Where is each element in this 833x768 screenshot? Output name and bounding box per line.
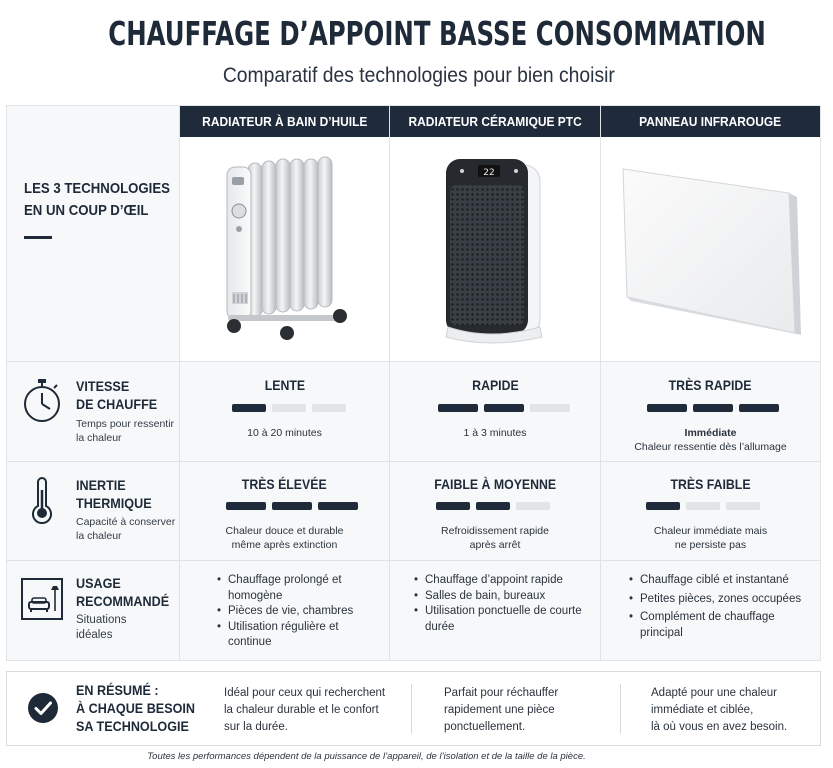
- row-label-usage: USAGE RECOMMANDÉ: [76, 575, 170, 609]
- rating-ceramic-speed: RAPIDE: [471, 377, 519, 393]
- level-bars-ceramic-inertia: [436, 502, 550, 510]
- summary-divider: [620, 684, 621, 734]
- summary-label: EN RÉSUMÉ : À CHAQUE BESOIN SA TECHNOLOGIE: [76, 682, 196, 734]
- heater-display-value: 22: [483, 168, 495, 178]
- list-item: • Chauffage prolongé et homogène: [217, 573, 377, 604]
- row-divider: [6, 560, 821, 561]
- level-bar-filled: [647, 404, 687, 412]
- usage-list-oil: [217, 573, 377, 651]
- level-bar-filled: [232, 404, 266, 412]
- summary-divider: [411, 684, 412, 734]
- footnote: Toutes les performances dépendent de la puissance de l’appareil, de l’isolation et de la taille de la pièce.: [147, 751, 586, 762]
- detail-ceramic-speed: 1 à 3 minutes: [463, 427, 527, 439]
- summary-ceramic: Parfait pour réchauffer rapidement une pièce ponctuellement.: [444, 687, 559, 733]
- list-item: • Pièces de vie, chambres: [217, 604, 377, 620]
- level-bar-filled: [438, 404, 478, 412]
- level-bars-oil-inertia: [226, 502, 358, 510]
- usage-list-infrared: [629, 573, 814, 641]
- list-item: • Utilisation régulière et continue: [217, 620, 377, 651]
- list-item: • Chauffage ciblé et instantané: [629, 573, 814, 589]
- level-bars-infrared-inertia: [646, 502, 760, 510]
- summary-oil: Idéal pour ceux qui recherchent la chaleur durable et le confort sur la durée.: [224, 687, 386, 733]
- row-sub-speed: Temps pour ressentir la chaleur: [76, 418, 175, 444]
- level-bar-filled: [739, 404, 779, 412]
- row-label-speed: VITESSE DE CHAUFFE: [76, 378, 158, 412]
- rating-ceramic-inertia: FAIBLE À MOYENNE: [434, 476, 556, 492]
- detail-infrared-speed: Immédiate Chaleur ressentie dès l’allumage: [634, 427, 787, 453]
- list-item: • Salles de bain, bureaux: [414, 589, 589, 605]
- infrared-panel-image: [601, 137, 820, 361]
- level-bar-filled: [226, 502, 266, 510]
- column-header-infrared: PANNEAU INFRAROUGE: [601, 106, 820, 137]
- column-header-ceramic: RADIATEUR CÉRAMIQUE PTC: [390, 106, 600, 137]
- level-bar-empty: [686, 502, 720, 510]
- detail-infrared-inertia: Chaleur immédiate mais ne persiste pas: [653, 525, 768, 551]
- living-room-icon: [21, 578, 63, 620]
- level-bar-empty: [272, 404, 306, 412]
- list-item: • Petites pièces, zones occupées: [629, 592, 814, 608]
- detail-ceramic-inertia: Refroidissement rapide après arrêt: [441, 525, 549, 551]
- rating-oil-inertia: TRÈS ÉLEVÉE: [242, 476, 327, 492]
- row-sub-usage: Situations idéales: [76, 614, 127, 641]
- column-header-oil: RADIATEUR À BAIN D’HUILE: [180, 106, 389, 137]
- level-bar-empty: [726, 502, 760, 510]
- level-bars-infrared-speed: [647, 404, 779, 412]
- oil-radiator-cell: [180, 137, 389, 361]
- level-bar-empty: [530, 404, 570, 412]
- page-title: CHAUFFAGE D’APPOINT BASSE CONSOMMATION: [108, 14, 766, 53]
- stopwatch-icon: [22, 378, 62, 424]
- rating-infrared-inertia: TRÈS FAIBLE: [670, 476, 751, 492]
- level-bars-oil-speed: [232, 404, 346, 412]
- rating-oil-speed: LENTE: [264, 377, 305, 393]
- infrared-panel-cell: [601, 137, 820, 361]
- row-sub-inertia: Capacité à conserver la chaleur: [76, 516, 176, 542]
- check-circle-icon: [27, 692, 59, 724]
- detail-oil-speed: 10 à 20 minutes: [247, 427, 322, 439]
- list-item: • Chauffage d’appoint rapide: [414, 573, 589, 589]
- ceramic-heater-cell: [390, 137, 600, 361]
- level-bar-filled: [318, 502, 358, 510]
- level-bars-ceramic-speed: [438, 404, 570, 412]
- level-bar-empty: [516, 502, 550, 510]
- row-divider: [6, 461, 821, 462]
- list-item: • Complément de chauffage principal: [629, 610, 814, 641]
- ceramic-heater-image: [390, 137, 600, 361]
- row-divider: [6, 361, 821, 362]
- level-bar-filled: [476, 502, 510, 510]
- level-bar-filled: [646, 502, 680, 510]
- rating-infrared-speed: TRÈS RAPIDE: [669, 377, 752, 393]
- summary-infrared: Adapté pour une chaleur immédiate et ciblée, là où vous en avez besoin.: [651, 687, 788, 733]
- level-bar-filled: [693, 404, 733, 412]
- oil-radiator-image: [180, 137, 389, 361]
- list-item: • Utilisation ponctuelle de courte durée: [414, 604, 589, 635]
- level-bar-filled: [484, 404, 524, 412]
- intro-heading: LES 3 TECHNOLOGIES EN UN COUP D’ŒIL: [24, 180, 170, 219]
- page-subtitle: Comparatif des technologies pour bien choisir: [222, 64, 615, 87]
- level-bar-filled: [436, 502, 470, 510]
- level-bar-filled: [272, 502, 312, 510]
- thermometer-icon: [30, 476, 54, 524]
- row-label-inertia: INERTIE THERMIQUE: [76, 477, 152, 511]
- detail-oil-inertia: Chaleur douce et durable même après extinction: [225, 525, 344, 551]
- usage-list-ceramic: [414, 573, 589, 635]
- level-bar-empty: [312, 404, 346, 412]
- intro-rule: [24, 236, 52, 239]
